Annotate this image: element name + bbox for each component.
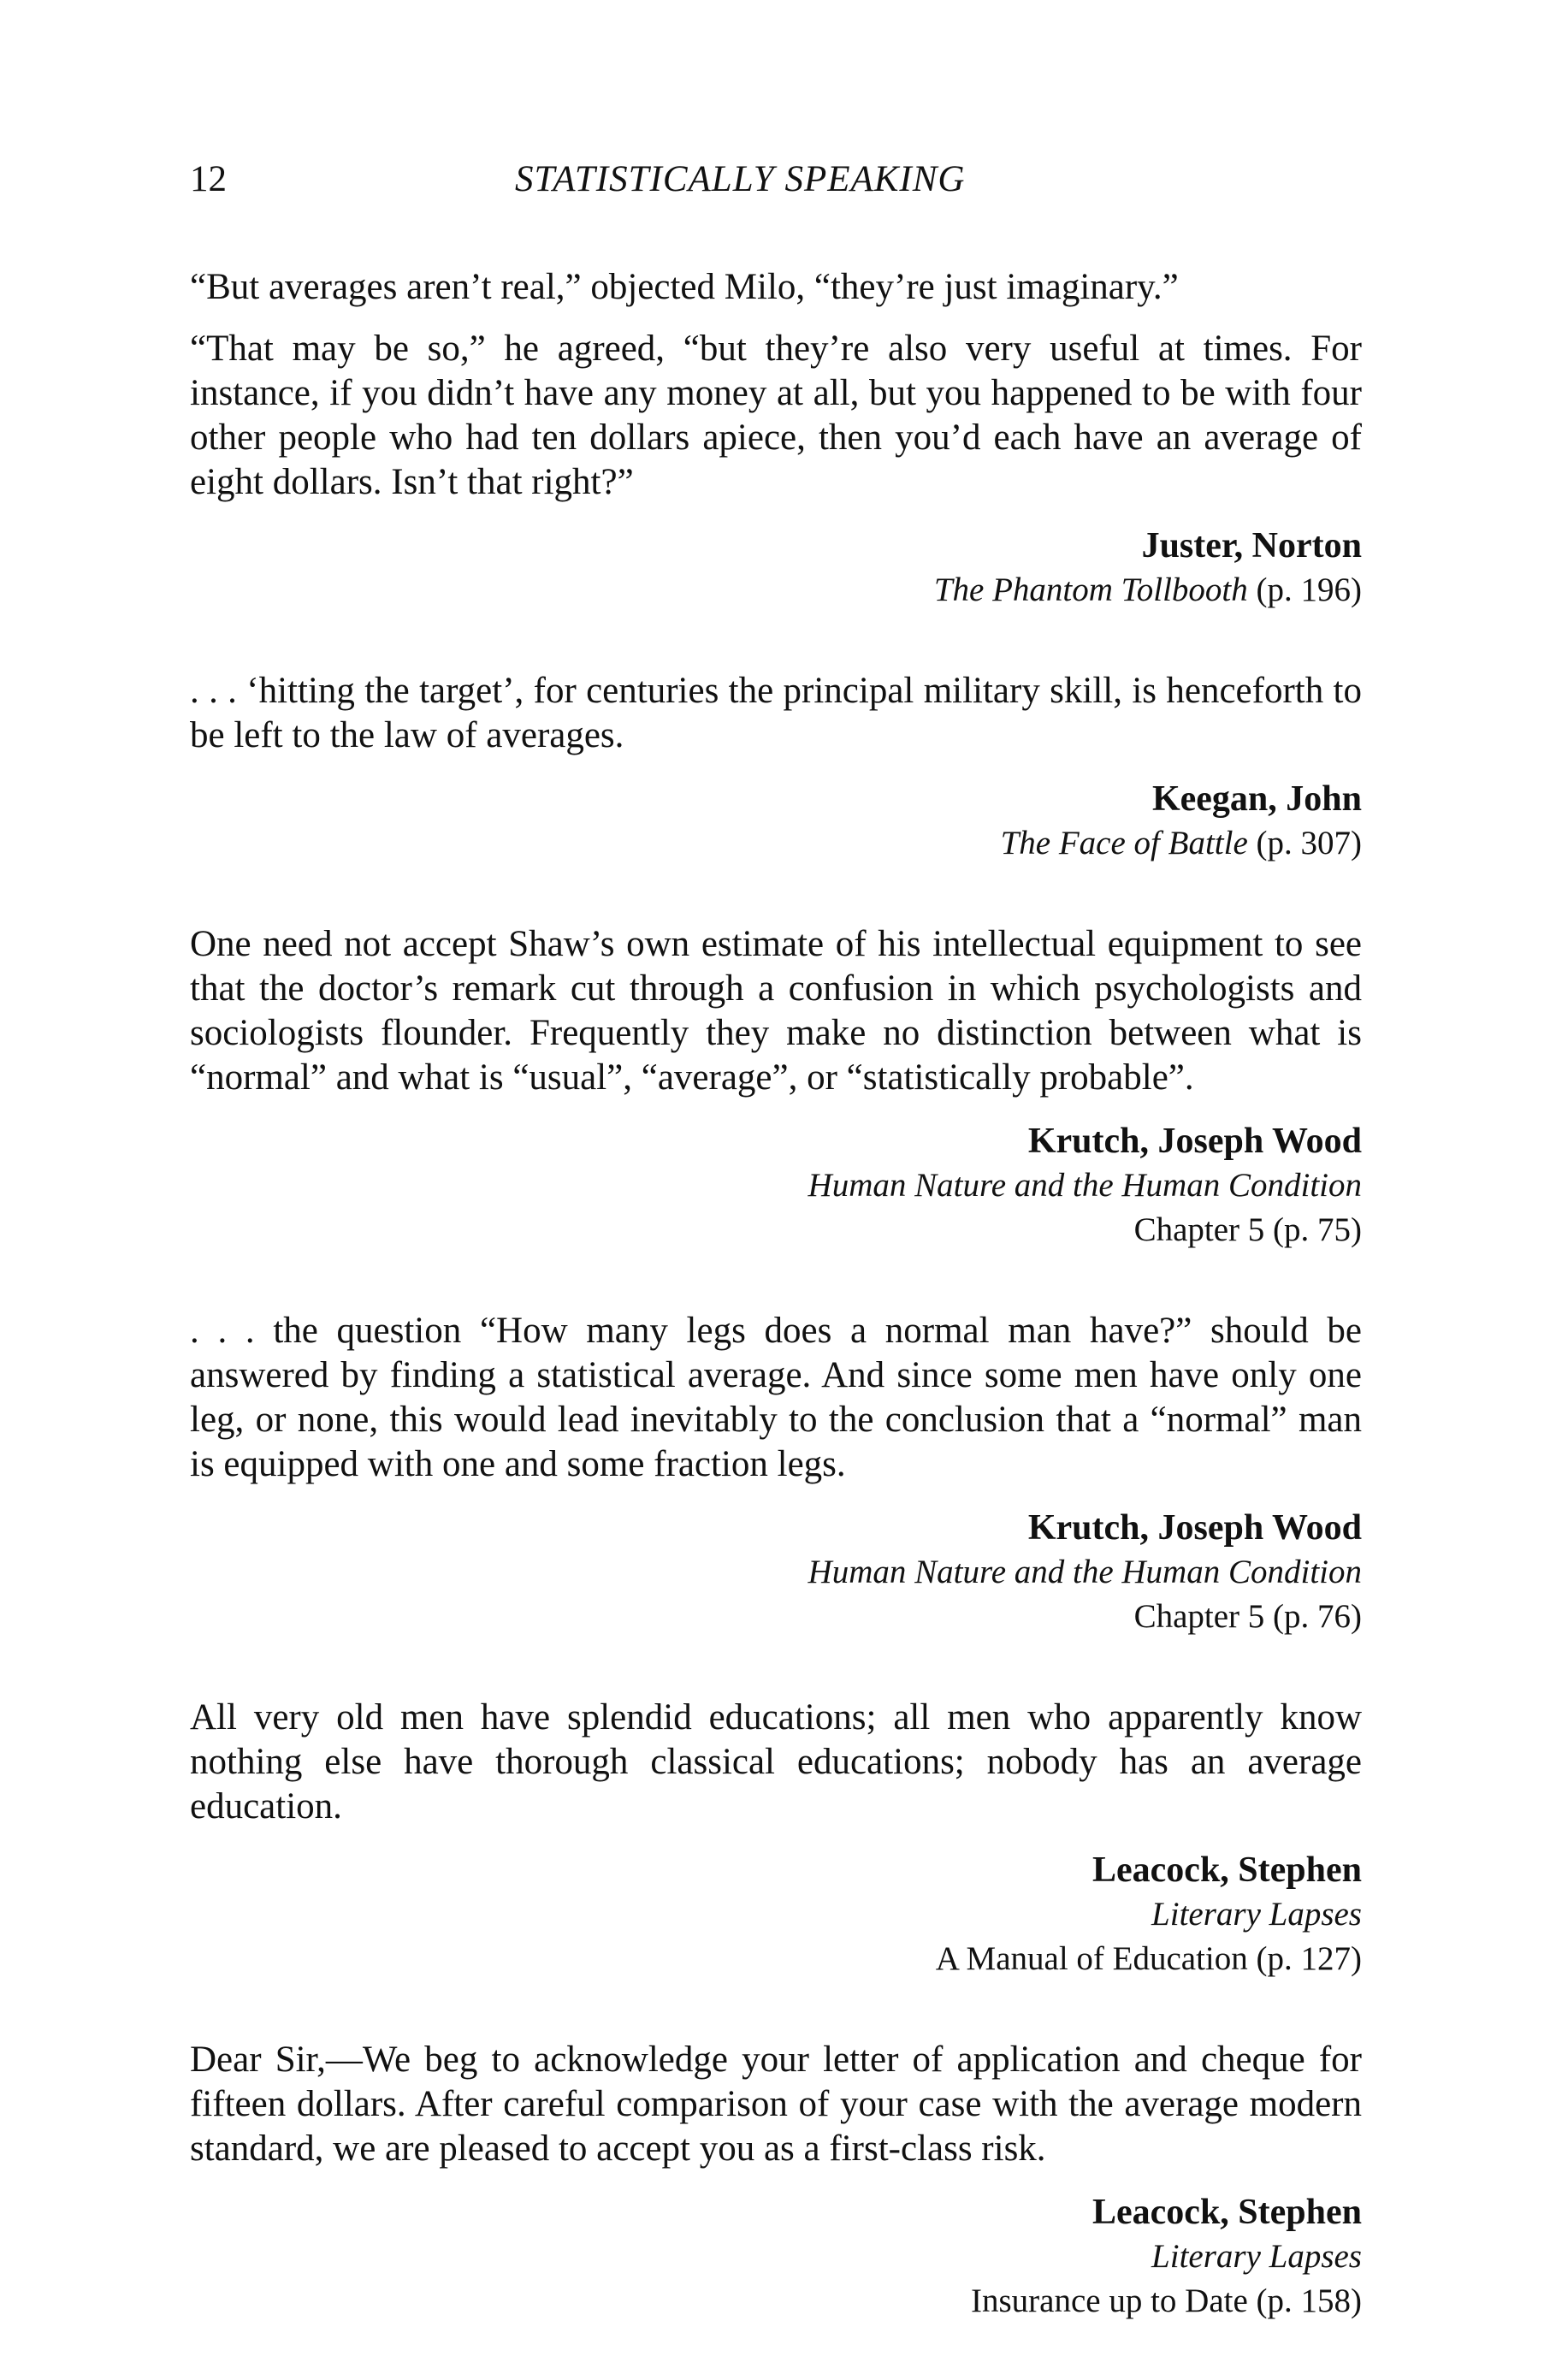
quote-entry bbox=[190, 265, 1362, 613]
attribution bbox=[190, 2190, 1362, 2324]
author-name: Krutch, Joseph Wood bbox=[1027, 1122, 1362, 1161]
running-title: STATISTICALLY SPEAKING bbox=[515, 159, 966, 199]
quote-entry bbox=[190, 1696, 1362, 1981]
quote-entry bbox=[190, 2038, 1362, 2324]
quote-paragraph: “That may be so,” he agreed, “but they’re also very useful at times. For instance, if you didn’t have any money at all, but you happened to be with four other people who had ten dollars apiece, then you’d each have an average of eight dollars. Isn’t that right?” bbox=[190, 329, 1362, 502]
quote-entry bbox=[190, 922, 1362, 1252]
quote-paragraph: . . . ‘hitting the target’, for centuries the principal military skill, is henceforth to be left to the law of averages. bbox=[190, 671, 1362, 755]
work-title: Human Nature and the Human Condition bbox=[808, 1167, 1362, 1204]
quote-entry bbox=[190, 669, 1362, 866]
chapter-reference: A Manual of Education (p. 127) bbox=[935, 1940, 1362, 1977]
quote-paragraph: One need not accept Shaw’s own estimate of his intellectual equipment to see that the doctor’s remark cut through a confusion in which psychologists and sociologists flounder. Frequently they make no distinction between what is “normal” and what is “usual”, “average”, or “statistically probable”. bbox=[190, 924, 1362, 1098]
work-citation bbox=[190, 568, 1362, 613]
work-title: Literary Lapses bbox=[1151, 2238, 1362, 2275]
author-name: Krutch, Joseph Wood bbox=[1027, 1508, 1362, 1548]
quote-paragraph: “But averages aren’t real,” objected Milo, “they’re just imaginary.” bbox=[190, 267, 1179, 307]
chapter-reference: Insurance up to Date (p. 158) bbox=[970, 2282, 1362, 2319]
work-citation bbox=[190, 821, 1362, 866]
work-title: Literary Lapses bbox=[1151, 1896, 1362, 1933]
running-head bbox=[190, 154, 1362, 205]
attribution bbox=[190, 1506, 1362, 1639]
author-name: Leacock, Stephen bbox=[1092, 1850, 1362, 1890]
quote-paragraph: . . . the question “How many legs does a normal man have?” should be answered by finding a statistical average. And since some men have only one leg, or none, this would lead inevitably to the conclusion that a “normal” man is equipped with one and some fraction legs. bbox=[190, 1311, 1362, 1484]
quote-paragraph: All very old men have splendid educations; all men who apparently know nothing else have thorough classical educations; nobody has an average education. bbox=[190, 1697, 1362, 1826]
chapter-reference: Chapter 5 (p. 76) bbox=[1133, 1598, 1362, 1635]
attribution bbox=[190, 524, 1362, 613]
attribution bbox=[190, 1848, 1362, 1981]
page-number: 12 bbox=[190, 159, 227, 199]
chapter-reference: Chapter 5 (p. 75) bbox=[1133, 1211, 1362, 1248]
author-name: Keegan, John bbox=[1151, 779, 1362, 819]
work-title: The Phantom Tollbooth bbox=[933, 571, 1248, 608]
author-name: Leacock, Stephen bbox=[1092, 2193, 1362, 2232]
work-title: The Face of Battle bbox=[1000, 825, 1248, 861]
attribution bbox=[190, 1119, 1362, 1252]
work-title: Human Nature and the Human Condition bbox=[808, 1554, 1362, 1590]
quote-entry bbox=[190, 1309, 1362, 1639]
author-name: Juster, Norton bbox=[1141, 526, 1362, 565]
page-reference: (p. 307) bbox=[1247, 825, 1362, 861]
attribution bbox=[190, 777, 1362, 866]
page-reference: (p. 196) bbox=[1247, 571, 1362, 608]
book-page bbox=[190, 154, 1362, 2380]
quote-paragraph: Dear Sir,—We beg to acknowledge your letter of application and cheque for fifteen dollars. After careful comparison of your case with the average modern standard, we are pleased to accept you as a first-class risk. bbox=[190, 2040, 1362, 2169]
